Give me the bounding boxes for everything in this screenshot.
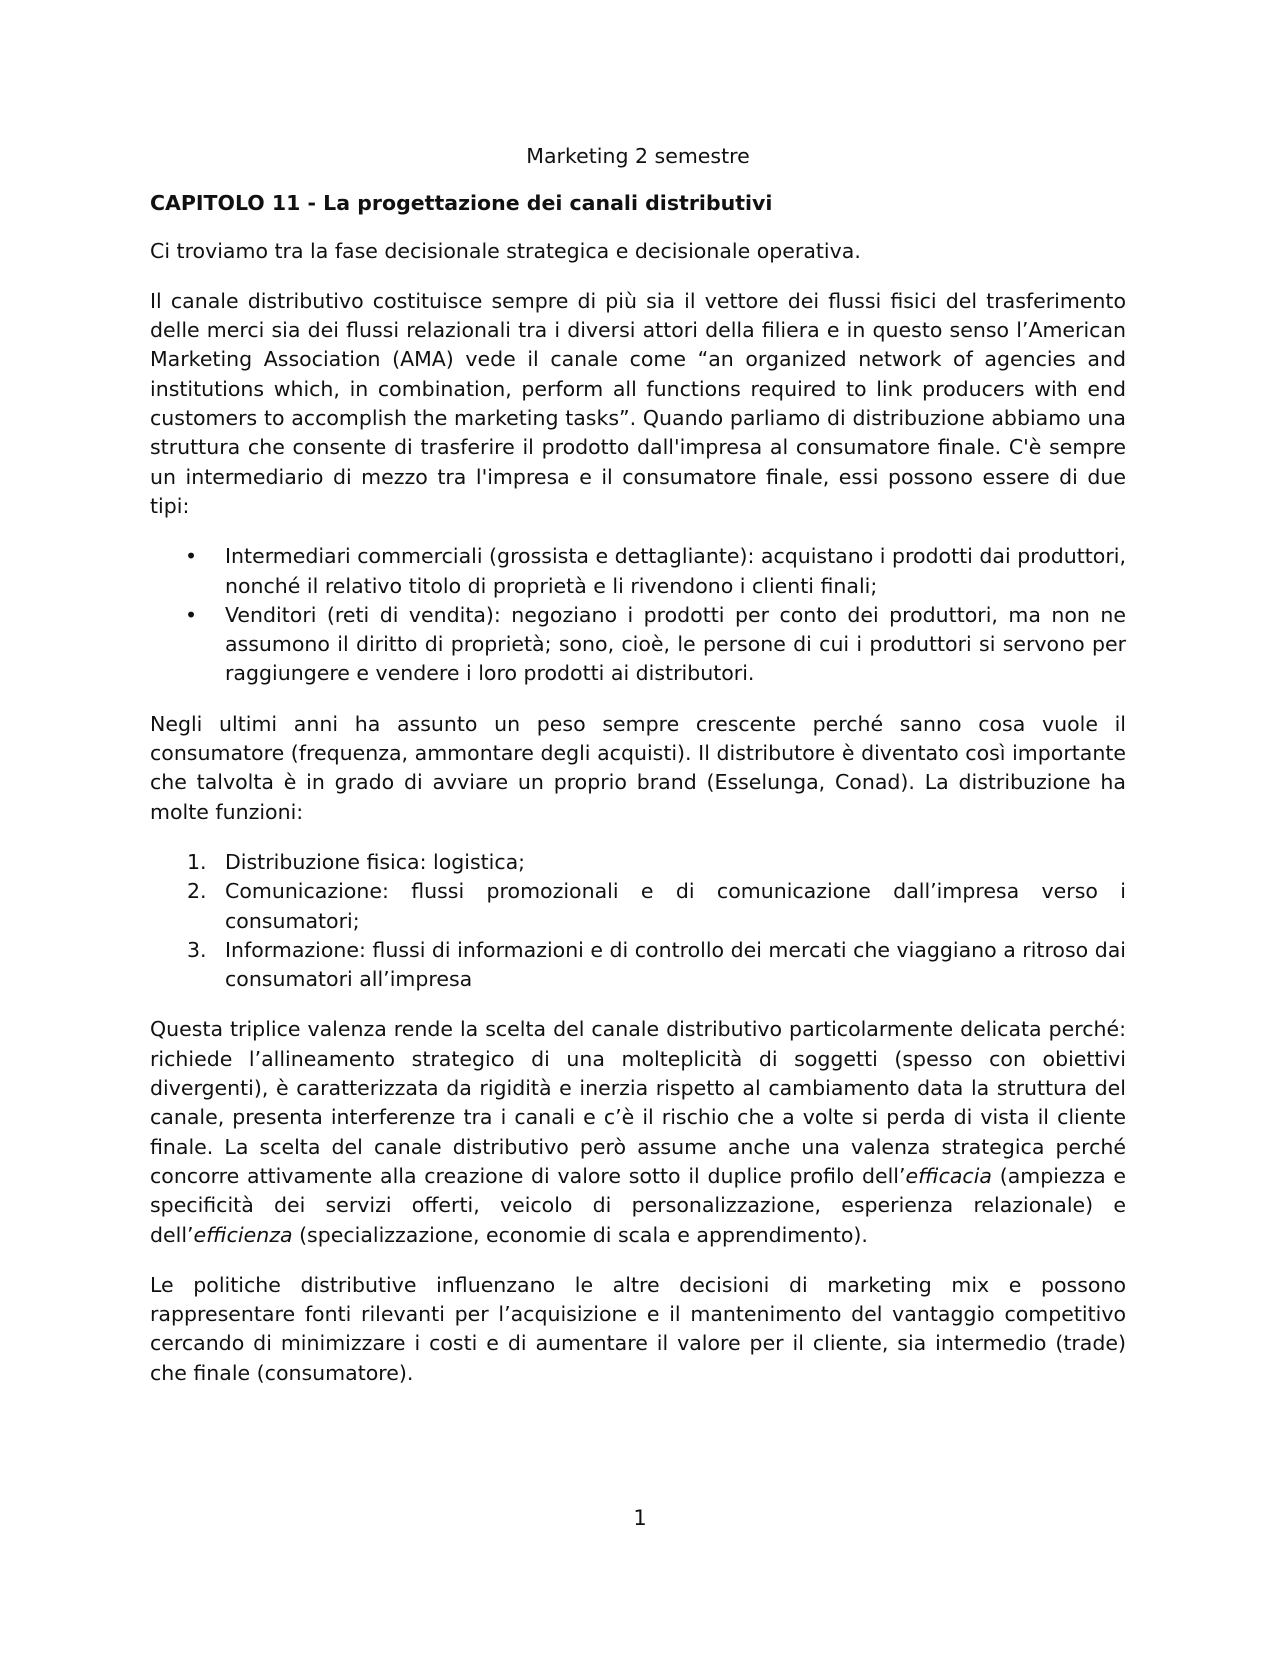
page-number: 1 <box>633 1506 647 1530</box>
list-item <box>150 601 1126 689</box>
list-item <box>150 848 1126 877</box>
list-item-text: Intermediari commerciali (grossista e dettagliante): acquistano i prodotti dai produttori, nonché il relativo titolo di proprietà e li rivendono i clienti finali; <box>225 544 1126 598</box>
list-item-text: Comunicazione: flussi promozionali e di comunicazione dall’impresa verso i consumatori; <box>225 879 1126 933</box>
functions-list <box>150 848 1126 994</box>
list-item-text: Distribuzione fisica: logistica; <box>225 849 526 874</box>
paragraph-distributor-role: Negli ultimi anni ha assunto un peso sempre crescente perché sanno cosa vuole il consumatore (frequenza, ammontare degli acquisti). Il distributore è diventato così importante che talvolta è in grado di avviare un proprio brand (Esselunga, Conad). La distribuzione ha molte funzioni: <box>150 711 1126 824</box>
text-segment: (specializzazione, economie di scala e apprendimento). <box>292 1222 868 1247</box>
emphasis-efficienza: efficienza <box>193 1222 293 1247</box>
paragraph-intro: Ci troviamo tra la fase decisionale strategica e decisionale operativa. <box>150 238 861 263</box>
page-content <box>150 142 1126 1409</box>
list-number: 2. <box>187 879 207 904</box>
emphasis-efficacia: efficacia <box>905 1163 992 1188</box>
bullet-icon: • <box>185 544 198 569</box>
list-number: 1. <box>187 849 207 874</box>
list-item-text: Venditori (reti di vendita): negoziano i prodotti per conto dei produttori, ma non ne assumono il diritto di proprietà; sono, cioè, le persone di cui i produttori si servono per raggiungere e vendere i loro prodotti ai distributori. <box>225 602 1126 686</box>
list-number: 3. <box>187 937 207 962</box>
intermediary-list <box>150 542 1126 688</box>
paragraph-ama-definition: Il canale distributivo costituisce sempre di più sia il vettore dei flussi fisici del trasferimento delle merci sia dei flussi relazionali tra i diversi attori della filiera e in questo senso l’American Marketing Association (AMA) vede il canale come “an organized network of agencies and institutions which, in combination, perform all functions required to link producers with end customers to accomplish the marketing tasks”. Quando parliamo di distribuzione abbiamo una struttura che consente di trasferire il prodotto dall'impresa al consumatore finale. C'è sempre un intermediario di mezzo tra l'impresa e il consumatore finale, essi possono essere di due tipi: <box>150 288 1126 518</box>
chapter-heading: CAPITOLO 11 - La progettazione dei canali distributivi <box>150 191 773 216</box>
document-title: Marketing 2 semestre <box>526 144 750 168</box>
list-item-text: Informazione: flussi di informazioni e di controllo dei mercati che viaggiano a ritroso dai consumatori all’impresa <box>225 937 1126 992</box>
list-item <box>150 936 1126 995</box>
paragraph-distribution-policies: Le politiche distributive influenzano le altre decisioni di marketing mix e possono rappresentare fonti rilevanti per l’acquisizione e il mantenimento del vantaggio competitivo cercando di minimizzare i costi e di aumentare il valore per il cliente, sia intermedio (trade) che finale (consumatore). <box>150 1272 1126 1385</box>
text-segment: Questa triplice valenza rende la scelta del canale distributivo particolarmente delicata perché: richiede l’allineamento strategico di una molteplicità di soggetti (spesso con obiettivi divergenti), è caratterizzata da rigidità e inerzia rispetto al cambiamento data la struttura del canale, presenta interferenze tra i canali e c’è il rischio che a volte si perda di vista il cliente finale. La scelta del canale distributivo però assume anche una valenza strategica perché concorre attivamente alla creazione di valore sotto il duplice profilo dell’ <box>150 1017 1126 1188</box>
text-segment: (ampiezza e specificità dei servizi offerti, veicolo di personalizzazione, esperienza relazionale) e dell’ <box>150 1163 1126 1247</box>
paragraph-channel-choice <box>150 1015 1126 1249</box>
bullet-icon: • <box>185 602 198 627</box>
list-item <box>150 542 1126 601</box>
list-item <box>150 877 1126 936</box>
